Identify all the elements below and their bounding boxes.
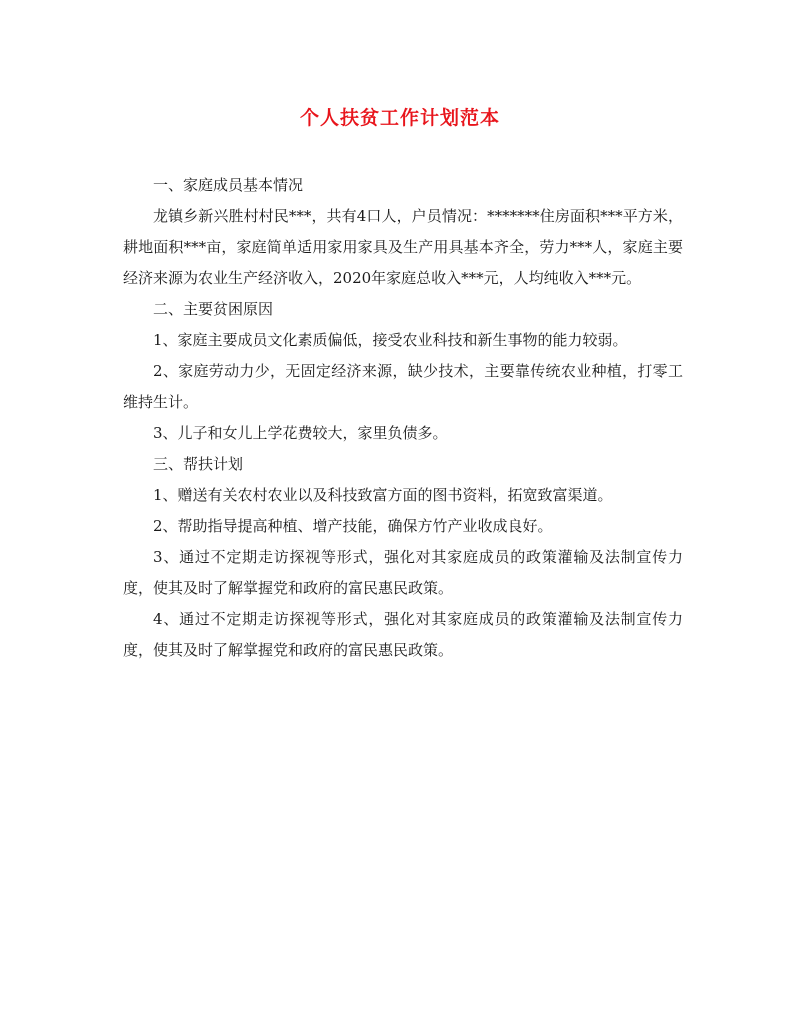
document-body	[123, 170, 683, 666]
cause-item-1: 1、家庭主要成员文化素质偏低，接受农业科技和新生事物的能力较弱。	[153, 331, 628, 349]
cause-item-2: 2、家庭劳动力少，无固定经济来源，缺少技术，主要靠传统农业种植，打零工维持生计。	[123, 362, 683, 411]
section-heading-poverty-causes: 二、主要贫困原因	[153, 300, 274, 318]
plan-item-1: 1、赠送有关农村农业以及科技致富方面的图书资料，拓宽致富渠道。	[153, 486, 613, 504]
section-heading-family-members: 一、家庭成员基本情况	[153, 176, 304, 194]
plan-item-3: 3、通过不定期走访探视等形式，强化对其家庭成员的政策灌输及法制宣传力度，使其及时了解掌握党和政府的富民惠民政策。	[123, 548, 683, 597]
plan-item-2: 2、帮助指导提高种植、增产技能，确保方竹产业收成良好。	[153, 517, 553, 535]
family-info-paragraph: 龙镇乡新兴胜村村民***，共有4口人，户员情况：*******住房面积***平方米，耕地面积***亩，家庭简单适用家用家具及生产用具基本齐全，劳力***人，家庭主要经济来源为农业生产经济收入，2020年家庭总收入***元，人均纯收入***元。	[123, 207, 683, 287]
document-title: 个人扶贫工作计划范本	[299, 107, 500, 129]
cause-item-3: 3、儿子和女儿上学花费较大，家里负债多。	[153, 424, 448, 442]
plan-item-4: 4、通过不定期走访探视等形式，强化对其家庭成员的政策灌输及法制宣传力度，使其及时了解掌握党和政府的富民惠民政策。	[123, 610, 683, 659]
section-heading-assistance-plan: 三、帮扶计划	[153, 455, 244, 473]
